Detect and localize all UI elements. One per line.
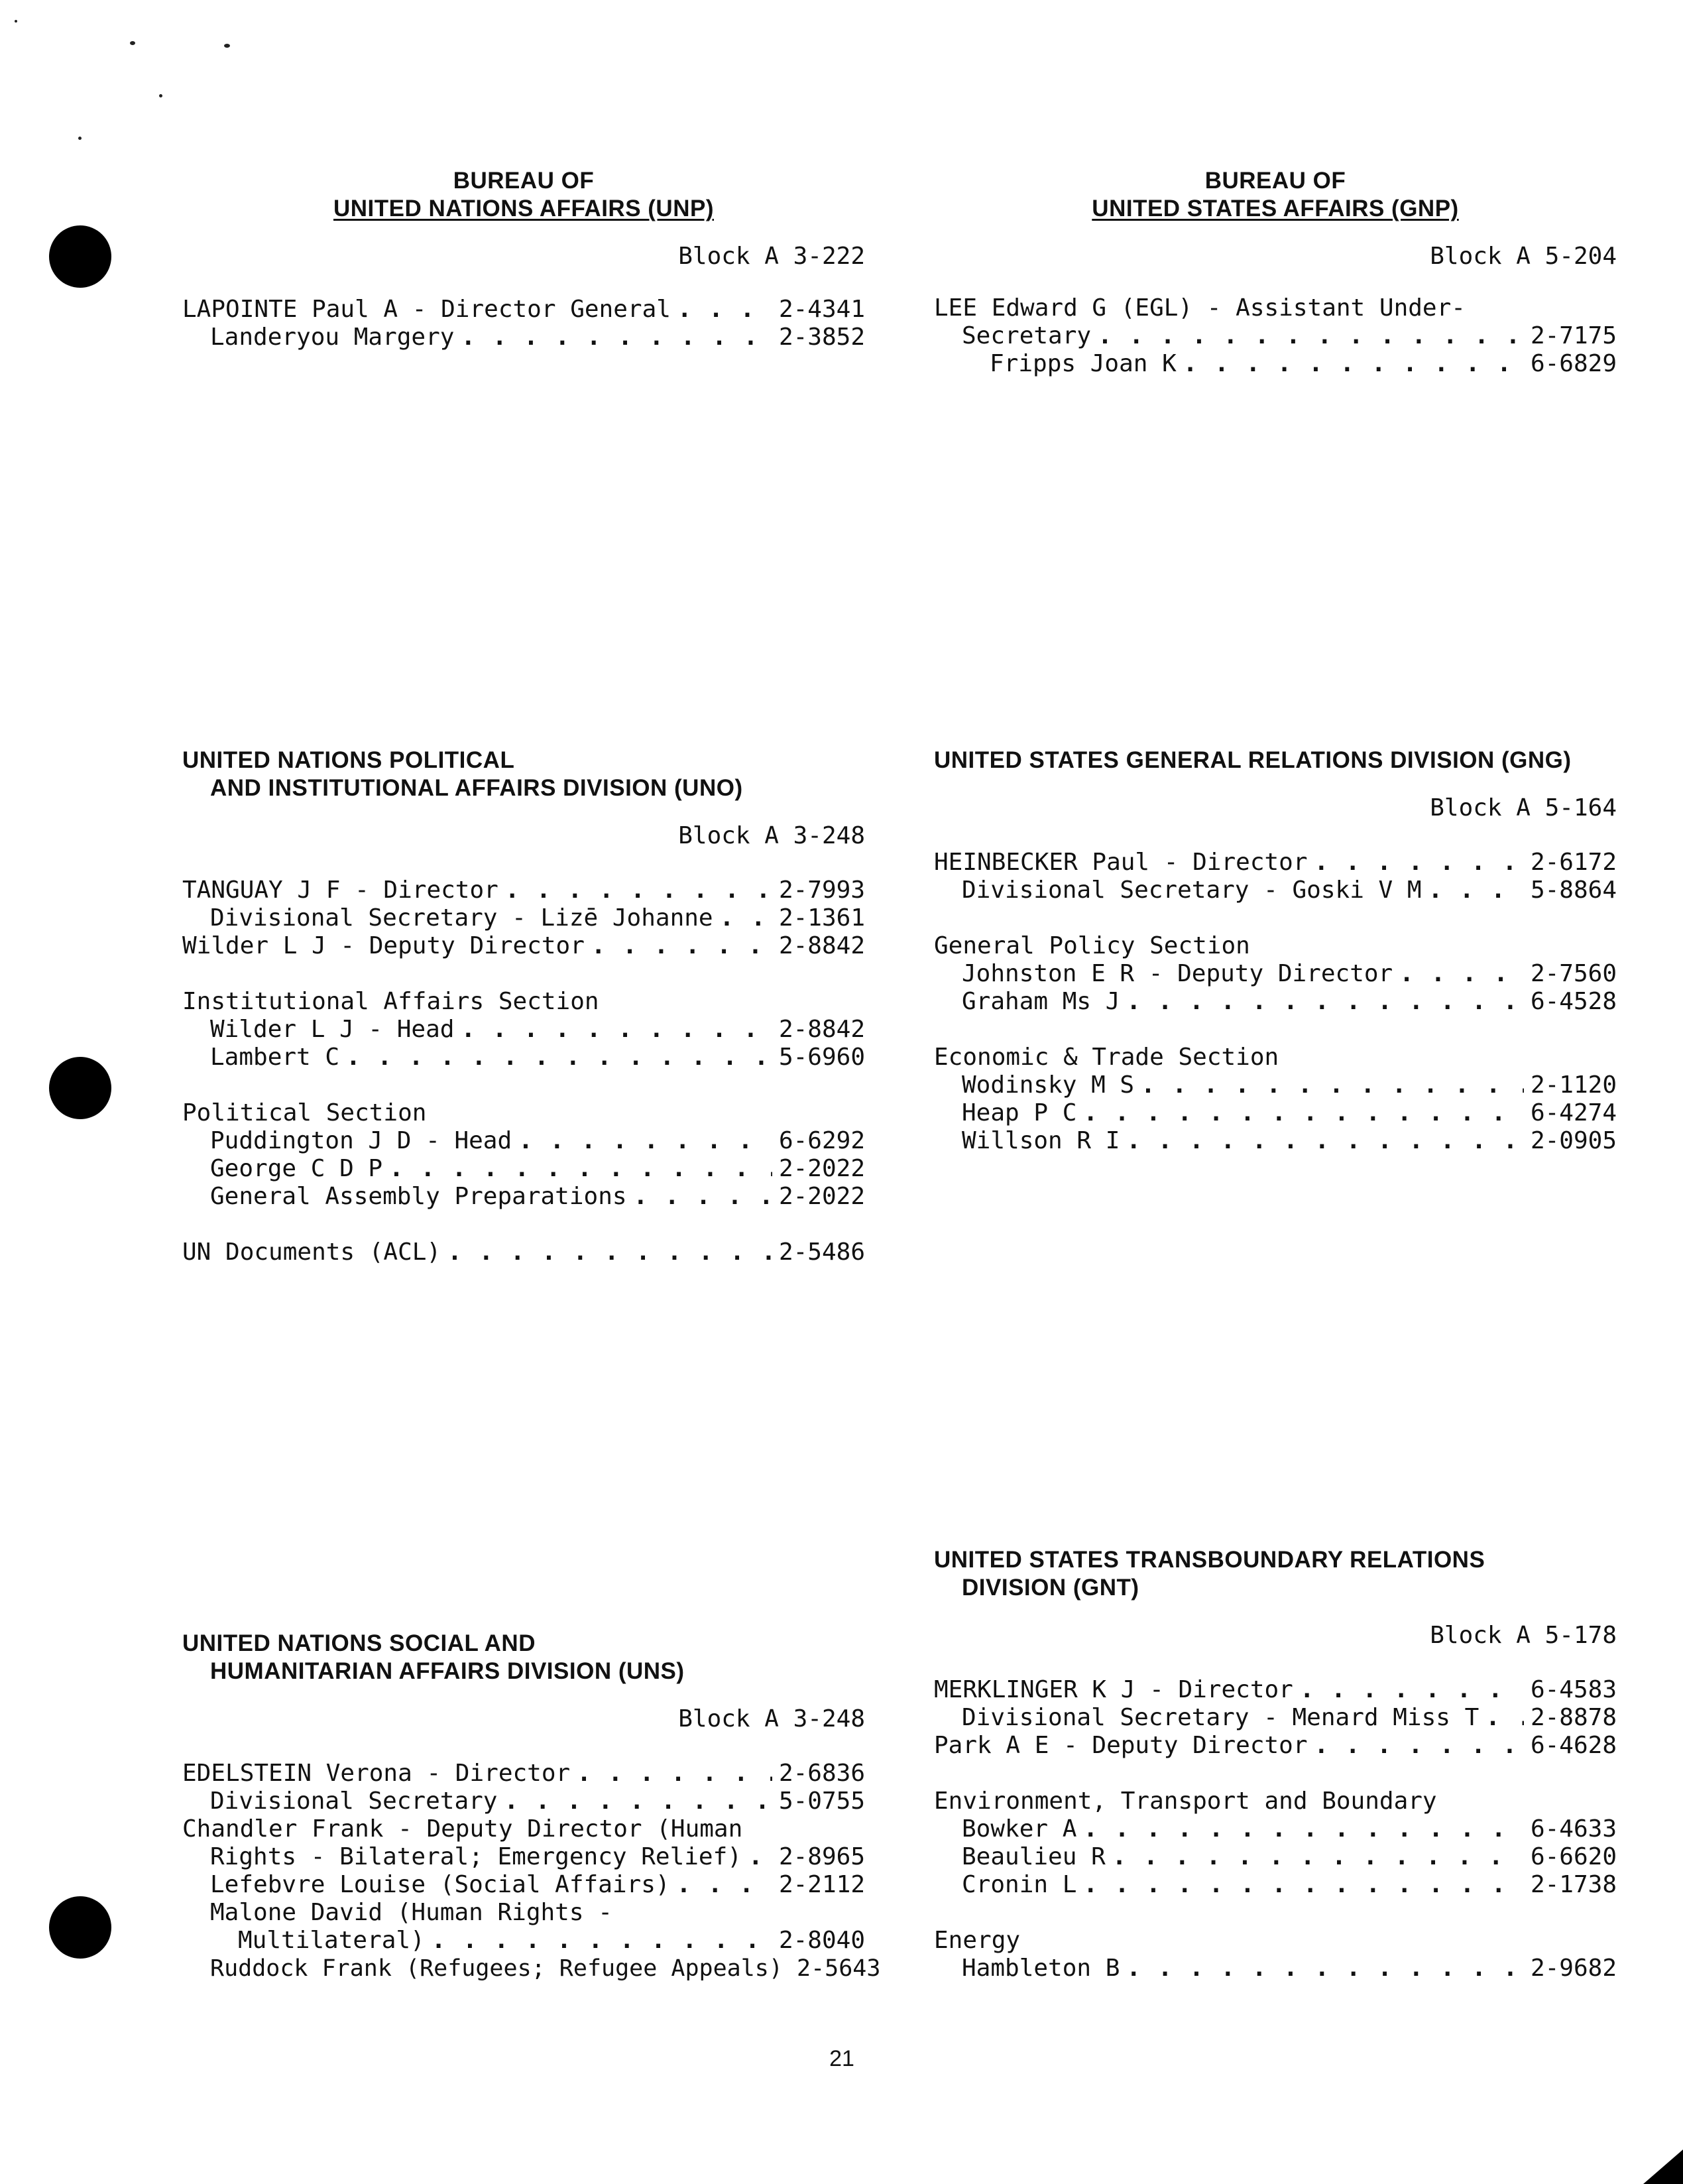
directory-entry [182,324,865,351]
directory-entry [934,350,1617,378]
entry-phone: 2-5486 [778,1239,865,1266]
dot-leader [505,877,772,904]
division-gng-block: Block A 5-164 [1430,794,1617,821]
entry-name: Fripps Joan K [990,350,1177,377]
dot-leader [1183,350,1524,378]
division-uno-title-line2: AND INSTITUTIONAL AFFAIRS DIVISION (UNO) [210,775,743,801]
bureau-gnp-block: Block A 5-204 [1430,243,1617,270]
bureau-gnp [934,167,1617,378]
entry-name: Lambert C [210,1044,340,1071]
entry-phone: 6-4583 [1530,1676,1617,1703]
bureau-unp-title-line2: UNITED NATIONS AFFAIRS (UNP) [333,196,714,221]
entry-phone: 2-2022 [778,1183,865,1210]
entry-name: Cronin L [962,1871,1077,1898]
dot-leader [461,324,772,351]
entry-phone: 2-8040 [778,1927,865,1954]
entry-phone: 6-6292 [778,1127,865,1154]
bureau-unp-title-line1: BUREAU OF [453,168,595,194]
entry-phone: 2-1120 [1530,1071,1617,1099]
directory-entry [182,296,865,324]
entry-phone: 2-6172 [1530,849,1617,876]
directory-entry [182,1760,865,1788]
directory-entry [934,1676,1617,1704]
scan-speck [130,41,135,45]
entry-phone: 6-6829 [1530,350,1617,377]
entry-name: Wodinsky M S [962,1071,1135,1099]
division-gnt-group2 [934,1815,1617,1899]
entry-name: Wilder L J - Deputy Director [182,932,585,959]
directory-entry [182,932,865,960]
dot-leader [1112,1843,1524,1871]
entry-phone: 2-1738 [1530,1871,1617,1898]
dot-leader [1141,1071,1524,1099]
directory-entry [182,1871,865,1899]
directory-entry [934,322,1617,350]
dot-leader [346,1044,772,1071]
dot-leader [1300,1676,1524,1704]
binder-hole-top [49,225,111,288]
entry-phone: 2-8965 [778,1843,865,1870]
entry-phone: 6-4633 [1530,1815,1617,1843]
directory-entry-text: Chandler Frank - Deputy Director (Human [182,1815,743,1843]
division-gnt-section-energy: Energy [934,1927,1021,1954]
division-uno-group2 [182,1016,865,1071]
entry-name: Wilder L J - Head [210,1016,455,1043]
dot-leader [447,1239,772,1266]
entry-phone: 2-0905 [1530,1127,1617,1154]
entry-name: UN Documents (ACL) [182,1239,441,1266]
bureau-gnp-title-line2: UNITED STATES AFFAIRS (GNP) [1092,196,1459,221]
division-uno-group3 [182,1127,865,1211]
directory-entry [934,960,1617,988]
directory-entry [934,1099,1617,1127]
directory-entry [934,1071,1617,1099]
corner-mark [1643,2150,1683,2184]
entry-name: Divisional Secretary [210,1788,498,1815]
entry-name: Bowker A [962,1815,1077,1843]
directory-entry [934,1815,1617,1843]
directory-entry [934,849,1617,877]
directory-entry [182,904,865,932]
entry-name: Divisional Secretary - Lizē Johanne [210,904,713,932]
scan-speck [159,94,162,97]
entry-name: Lefebvre Louise (Social Affairs) [210,1871,670,1898]
entry-name: TANGUAY J F - Director [182,877,498,904]
division-uno-group4 [182,1239,865,1266]
binder-hole-middle [49,1057,111,1119]
dot-leader [1126,1955,1524,1982]
entry-phone: 2-8842 [778,1016,865,1043]
dot-leader [634,1183,772,1211]
entry-phone: 2-9682 [1530,1955,1617,1982]
directory-entry [934,877,1617,904]
scan-speck [78,137,82,140]
directory-entry [182,1155,865,1183]
entry-phone: 2-6836 [778,1760,865,1787]
entry-phone: 2-7175 [1530,322,1617,349]
dot-leader [389,1155,772,1183]
dot-leader [1083,1815,1524,1843]
division-uno-group1 [182,877,865,960]
division-uno-section-institutional: Institutional Affairs Section [182,988,599,1015]
division-uns-block: Block A 3-248 [678,1705,865,1732]
dot-leader [677,296,772,324]
bureau-unp-block: Block A 3-222 [678,243,865,270]
entry-phone: 6-4528 [1530,988,1617,1015]
bureau-unp [182,167,865,351]
entry-name: Multilateral) [238,1927,425,1954]
division-gnt-section-environment: Environment, Transport and Boundary [934,1788,1437,1815]
entry-name: George C D P [210,1155,383,1182]
entry-name: Beaulieu R [962,1843,1106,1870]
dot-leader [1428,877,1524,904]
entry-phone: 2-7560 [1530,960,1617,987]
entry-phone: 5-8864 [1530,877,1617,904]
directory-entry-text: Malone David (Human Rights - [210,1899,612,1926]
entry-name: General Assembly Preparations [210,1183,627,1210]
bureau-gnp-head-line: LEE Edward G (EGL) - Assistant Under- [934,294,1466,322]
entry-name: Rights - Bilateral; Emergency Relief) [210,1843,742,1870]
directory-entry [934,988,1617,1016]
division-uno-block: Block A 3-248 [678,822,865,849]
entry-name: Hambleton B [962,1955,1120,1982]
bureau-unp-entries [182,296,865,351]
dot-leader [1098,322,1524,350]
division-uns [182,1630,881,1982]
entry-name: Johnston E R - Deputy Director [962,960,1393,987]
division-gng-group2 [934,960,1617,1016]
division-gng-section-policy: General Policy Section [934,932,1250,959]
directory-entry [182,1183,865,1211]
dot-leader [577,1760,772,1788]
entry-name: MERKLINGER K J - Director [934,1676,1293,1703]
directory-entry [934,1732,1617,1760]
directory-entry-text: Ruddock Frank (Refugees; Refugee Appeals) 2-5643 [210,1955,881,1982]
entry-phone: 2-2112 [778,1871,865,1898]
entry-name: Puddington J D - Head [210,1127,512,1154]
entry-name: HEINBECKER Paul - Director [934,849,1308,876]
division-gng [934,747,1617,1155]
entry-phone: 6-4274 [1530,1099,1617,1126]
directory-entry [934,1871,1617,1899]
entry-name: Willson R I [962,1127,1120,1154]
dot-leader [1314,849,1524,877]
entry-name: Divisional Secretary - Menard Miss T [962,1704,1480,1731]
entry-phone: 2-8878 [1530,1704,1617,1731]
entry-phone: 6-4628 [1530,1732,1617,1759]
division-gng-section-economic: Economic & Trade Section [934,1044,1279,1071]
page-number: 21 [829,2046,854,2071]
entry-name: LAPOINTE Paul A - Director General [182,296,671,323]
bureau-gnp-title-line1: BUREAU OF [1204,168,1346,194]
division-gng-title: UNITED STATES GENERAL RELATIONS DIVISION (GNG) [934,747,1572,773]
entry-phone: 2-8842 [778,932,865,959]
directory-entry [182,1016,865,1044]
division-uns-title-line1: UNITED NATIONS SOCIAL AND [182,1630,536,1656]
entry-phone: 2-1361 [778,904,865,932]
dot-leader [432,1927,772,1955]
directory-entry [182,1843,865,1871]
division-gnt [934,1546,1617,1982]
entry-name: EDELSTEIN Verona - Director [182,1760,571,1787]
directory-entry [934,1843,1617,1871]
division-uno-section-political: Political Section [182,1099,427,1126]
bureau-gnp-entries [934,322,1617,378]
dot-leader [1083,1099,1524,1127]
dot-leader [1399,960,1524,988]
entry-phone: 2-7993 [778,877,865,904]
dot-leader [720,904,772,932]
directory-entry [182,1788,865,1815]
division-gng-group1 [934,849,1617,904]
entry-phone: 5-0755 [778,1788,865,1815]
dot-leader [1083,1871,1524,1899]
dot-leader [591,932,772,960]
dot-leader [748,1843,772,1871]
entry-phone: 2-2022 [778,1155,865,1182]
dot-leader [461,1016,772,1044]
entry-name: Divisional Secretary - Goski V M [962,877,1422,904]
dot-leader [1126,988,1524,1016]
dot-leader [1485,1704,1524,1732]
scan-speck [15,20,17,23]
division-gnt-title-line1: UNITED STATES TRANSBOUNDARY RELATIONS [934,1547,1485,1573]
division-gnt-block: Block A 5-178 [1430,1622,1617,1649]
entry-name: Heap P C [962,1099,1077,1126]
scan-speck [224,44,230,48]
entry-name: Landeryou Margery [210,324,455,351]
entry-name: Secretary [962,322,1092,349]
division-uns-title-line2: HUMANITARIAN AFFAIRS DIVISION (UNS) [210,1658,685,1684]
division-gng-group3 [934,1071,1617,1155]
dot-leader [1126,1127,1524,1155]
directory-entry [182,877,865,904]
division-gnt-group1 [934,1676,1617,1760]
directory-entry [934,1127,1617,1155]
division-gnt-title-line2: DIVISION (GNT) [962,1575,1139,1601]
directory-entry [182,1127,865,1155]
dot-leader [1314,1732,1524,1760]
entry-phone: 6-6620 [1530,1843,1617,1870]
directory-entry [182,1044,865,1071]
directory-entry [182,1239,865,1266]
dot-leader [504,1788,772,1815]
division-uno [182,747,865,1266]
dot-leader [677,1871,772,1899]
entry-name: Park A E - Deputy Director [934,1732,1308,1759]
entry-name: Graham Ms J [962,988,1120,1015]
directory-entry [934,1955,1617,1982]
binder-hole-bottom [49,1896,111,1959]
entry-phone: 2-3852 [778,324,865,351]
entry-phone: 2-4341 [778,296,865,323]
division-uno-title-line1: UNITED NATIONS POLITICAL [182,747,515,773]
entry-phone: 5-6960 [778,1044,865,1071]
division-gnt-group3 [934,1955,1617,1982]
directory-entry [182,1927,865,1955]
dot-leader [518,1127,772,1155]
directory-entry [934,1704,1617,1732]
